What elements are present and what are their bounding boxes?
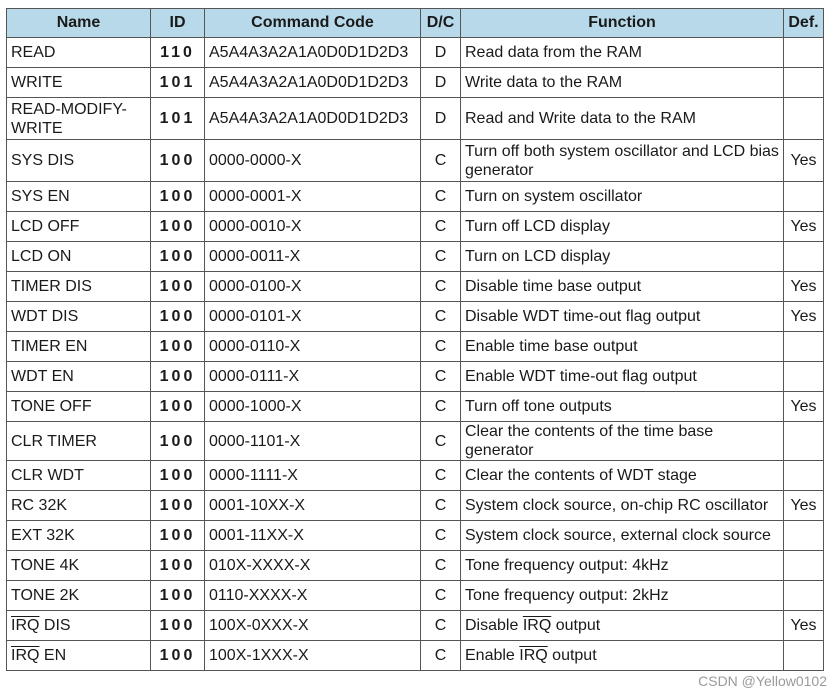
cell-name-rest: EN (39, 647, 67, 664)
cell-dc: C (421, 140, 461, 182)
table-row (7, 182, 824, 212)
table-row (7, 38, 824, 68)
table-row (7, 302, 824, 332)
cell-code: 0000-1000-X (205, 392, 421, 422)
header-id: ID (151, 9, 205, 38)
cell-default (784, 551, 824, 581)
cell-dc: C (421, 422, 461, 461)
cell-code: 0000-0100-X (205, 272, 421, 302)
cell-name: SYS EN (7, 182, 151, 212)
cell-id: 101 (151, 68, 205, 98)
table-row (7, 98, 824, 140)
table-row (7, 242, 824, 272)
cell-function (461, 641, 784, 671)
table-row (7, 422, 824, 461)
cell-code: 0000-0110-X (205, 332, 421, 362)
cell-default (784, 581, 824, 611)
cell-dc: C (421, 641, 461, 671)
cell-function: Read and Write data to the RAM (461, 98, 784, 140)
cell-id: 100 (151, 491, 205, 521)
cell-default: Yes (784, 212, 824, 242)
cell-id: 100 (151, 392, 205, 422)
cell-name: SYS DIS (7, 140, 151, 182)
cell-function: Tone frequency output: 4kHz (461, 551, 784, 581)
cell-code: 0000-0010-X (205, 212, 421, 242)
cell-name: LCD OFF (7, 212, 151, 242)
table-row (7, 140, 824, 182)
cell-dc: C (421, 332, 461, 362)
cell-default: Yes (784, 140, 824, 182)
cell-code: 0000-0111-X (205, 362, 421, 392)
table-row (7, 461, 824, 491)
cell-id: 110 (151, 38, 205, 68)
cell-dc: C (421, 182, 461, 212)
cell-name: TIMER DIS (7, 272, 151, 302)
cell-function: Clear the contents of WDT stage (461, 461, 784, 491)
function-post: output (551, 617, 601, 634)
table-row (7, 491, 824, 521)
cell-name: READ (7, 38, 151, 68)
header-row (7, 9, 824, 38)
header-name: Name (7, 9, 151, 38)
table-row (7, 212, 824, 242)
function-pre: Enable (465, 647, 520, 664)
cell-code: 0000-1111-X (205, 461, 421, 491)
cell-code: A5A4A3A2A1A0D0D1D2D3 (205, 68, 421, 98)
cell-id: 100 (151, 332, 205, 362)
cell-name: WDT EN (7, 362, 151, 392)
cell-default (784, 242, 824, 272)
cell-default (784, 98, 824, 140)
cell-id: 100 (151, 641, 205, 671)
table-row (7, 551, 824, 581)
cell-function: Read data from the RAM (461, 38, 784, 68)
cell-dc: C (421, 242, 461, 272)
cell-dc: C (421, 521, 461, 551)
cell-id: 100 (151, 551, 205, 581)
header-command-code: Command Code (205, 9, 421, 38)
cell-default (784, 422, 824, 461)
cell-name: TONE 2K (7, 581, 151, 611)
cell-function: Turn off both system oscillator and LCD bias generator (461, 140, 784, 182)
cell-name: LCD ON (7, 242, 151, 272)
cell-dc: C (421, 362, 461, 392)
cell-id: 100 (151, 302, 205, 332)
cell-code: 0000-0011-X (205, 242, 421, 272)
cell-name: WDT DIS (7, 302, 151, 332)
irq-overline-text: $\overline{IRQ}$ (11, 617, 40, 634)
cell-function: Disable time base output (461, 272, 784, 302)
cell-id: 100 (151, 242, 205, 272)
table-row (7, 272, 824, 302)
cell-name: CLR TIMER (7, 422, 151, 461)
cell-dc: C (421, 302, 461, 332)
cell-default (784, 461, 824, 491)
cell-id: 100 (151, 182, 205, 212)
table-row (7, 362, 824, 392)
cell-id: 100 (151, 272, 205, 302)
cell-default (784, 521, 824, 551)
cell-dc: C (421, 491, 461, 521)
cell-default (784, 182, 824, 212)
cell-name (7, 641, 151, 671)
cell-code: 0001-10XX-X (205, 491, 421, 521)
cell-default (784, 362, 824, 392)
cell-default (784, 68, 824, 98)
cell-code: 010X-XXXX-X (205, 551, 421, 581)
cell-name: READ-MODIFY-WRITE (7, 98, 151, 140)
cell-dc: C (421, 461, 461, 491)
cell-dc: D (421, 68, 461, 98)
cell-code: 0110-XXXX-X (205, 581, 421, 611)
cell-code: 0001-11XX-X (205, 521, 421, 551)
cell-name: TIMER EN (7, 332, 151, 362)
cell-code: 0000-0000-X (205, 140, 421, 182)
table-row (7, 392, 824, 422)
page-top-fragment (0, 0, 835, 8)
watermark: CSDN @Yellow0102 (698, 673, 827, 689)
cell-code: A5A4A3A2A1A0D0D1D2D3 (205, 38, 421, 68)
irq-overline-text: $\overline{IRQ}$ (522, 617, 552, 634)
irq-overline-text: $\overline{IRQ}$ (519, 647, 548, 664)
cell-name: EXT 32K (7, 521, 151, 551)
cell-code: 100X-1XXX-X (205, 641, 421, 671)
cell-function: Clear the contents of the time base generator (461, 422, 784, 461)
cell-code: A5A4A3A2A1A0D0D1D2D3 (205, 98, 421, 140)
cell-id: 100 (151, 521, 205, 551)
cell-dc: D (421, 98, 461, 140)
cell-default: Yes (784, 611, 824, 641)
irq-overline-text: $\overline{IRQ}$ (11, 647, 40, 664)
cell-function: System clock source, external clock source (461, 521, 784, 551)
cell-dc: C (421, 581, 461, 611)
cell-dc: C (421, 392, 461, 422)
cell-function (461, 611, 784, 641)
cell-default: Yes (784, 272, 824, 302)
header-dc: D/C (421, 9, 461, 38)
cell-name: WRITE (7, 68, 151, 98)
cell-default (784, 332, 824, 362)
cell-name: TONE 4K (7, 551, 151, 581)
cell-name-rest: DIS (39, 617, 71, 634)
function-pre: Disable (465, 617, 523, 634)
cell-name (7, 611, 151, 641)
cell-dc: C (421, 212, 461, 242)
table-row (7, 521, 824, 551)
cell-code: 100X-0XXX-X (205, 611, 421, 641)
cell-name: CLR WDT (7, 461, 151, 491)
cell-dc: C (421, 611, 461, 641)
table-row (7, 332, 824, 362)
function-post: output (547, 647, 597, 664)
cell-default (784, 38, 824, 68)
cell-function: Disable WDT time-out flag output (461, 302, 784, 332)
cell-function: Enable WDT time-out flag output (461, 362, 784, 392)
cell-id: 100 (151, 581, 205, 611)
cell-function: Turn on LCD display (461, 242, 784, 272)
cell-default: Yes (784, 392, 824, 422)
cell-id: 101 (151, 98, 205, 140)
cell-function: Turn off tone outputs (461, 392, 784, 422)
cell-name: RC 32K (7, 491, 151, 521)
cell-id: 100 (151, 422, 205, 461)
cell-function: Turn on system oscillator (461, 182, 784, 212)
cell-function: Turn off LCD display (461, 212, 784, 242)
cell-dc: C (421, 272, 461, 302)
cell-function: Write data to the RAM (461, 68, 784, 98)
cell-code: 0000-1101-X (205, 422, 421, 461)
cell-function: System clock source, on-chip RC oscillator (461, 491, 784, 521)
cell-id: 100 (151, 362, 205, 392)
cell-default (784, 641, 824, 671)
cell-default: Yes (784, 491, 824, 521)
cell-id: 100 (151, 140, 205, 182)
table-row (7, 611, 824, 641)
header-default: Def. (784, 9, 824, 38)
table-row (7, 581, 824, 611)
cell-function: Enable time base output (461, 332, 784, 362)
cell-id: 100 (151, 461, 205, 491)
cell-code: 0000-0101-X (205, 302, 421, 332)
table-row (7, 641, 824, 671)
cell-function: Tone frequency output: 2kHz (461, 581, 784, 611)
cell-name: TONE OFF (7, 392, 151, 422)
cell-code: 0000-0001-X (205, 182, 421, 212)
header-function: Function (461, 9, 784, 38)
cell-id: 100 (151, 212, 205, 242)
cell-dc: C (421, 551, 461, 581)
table-row (7, 68, 824, 98)
cell-id: 100 (151, 611, 205, 641)
cell-default: Yes (784, 302, 824, 332)
cell-dc: D (421, 38, 461, 68)
command-table (6, 8, 824, 671)
